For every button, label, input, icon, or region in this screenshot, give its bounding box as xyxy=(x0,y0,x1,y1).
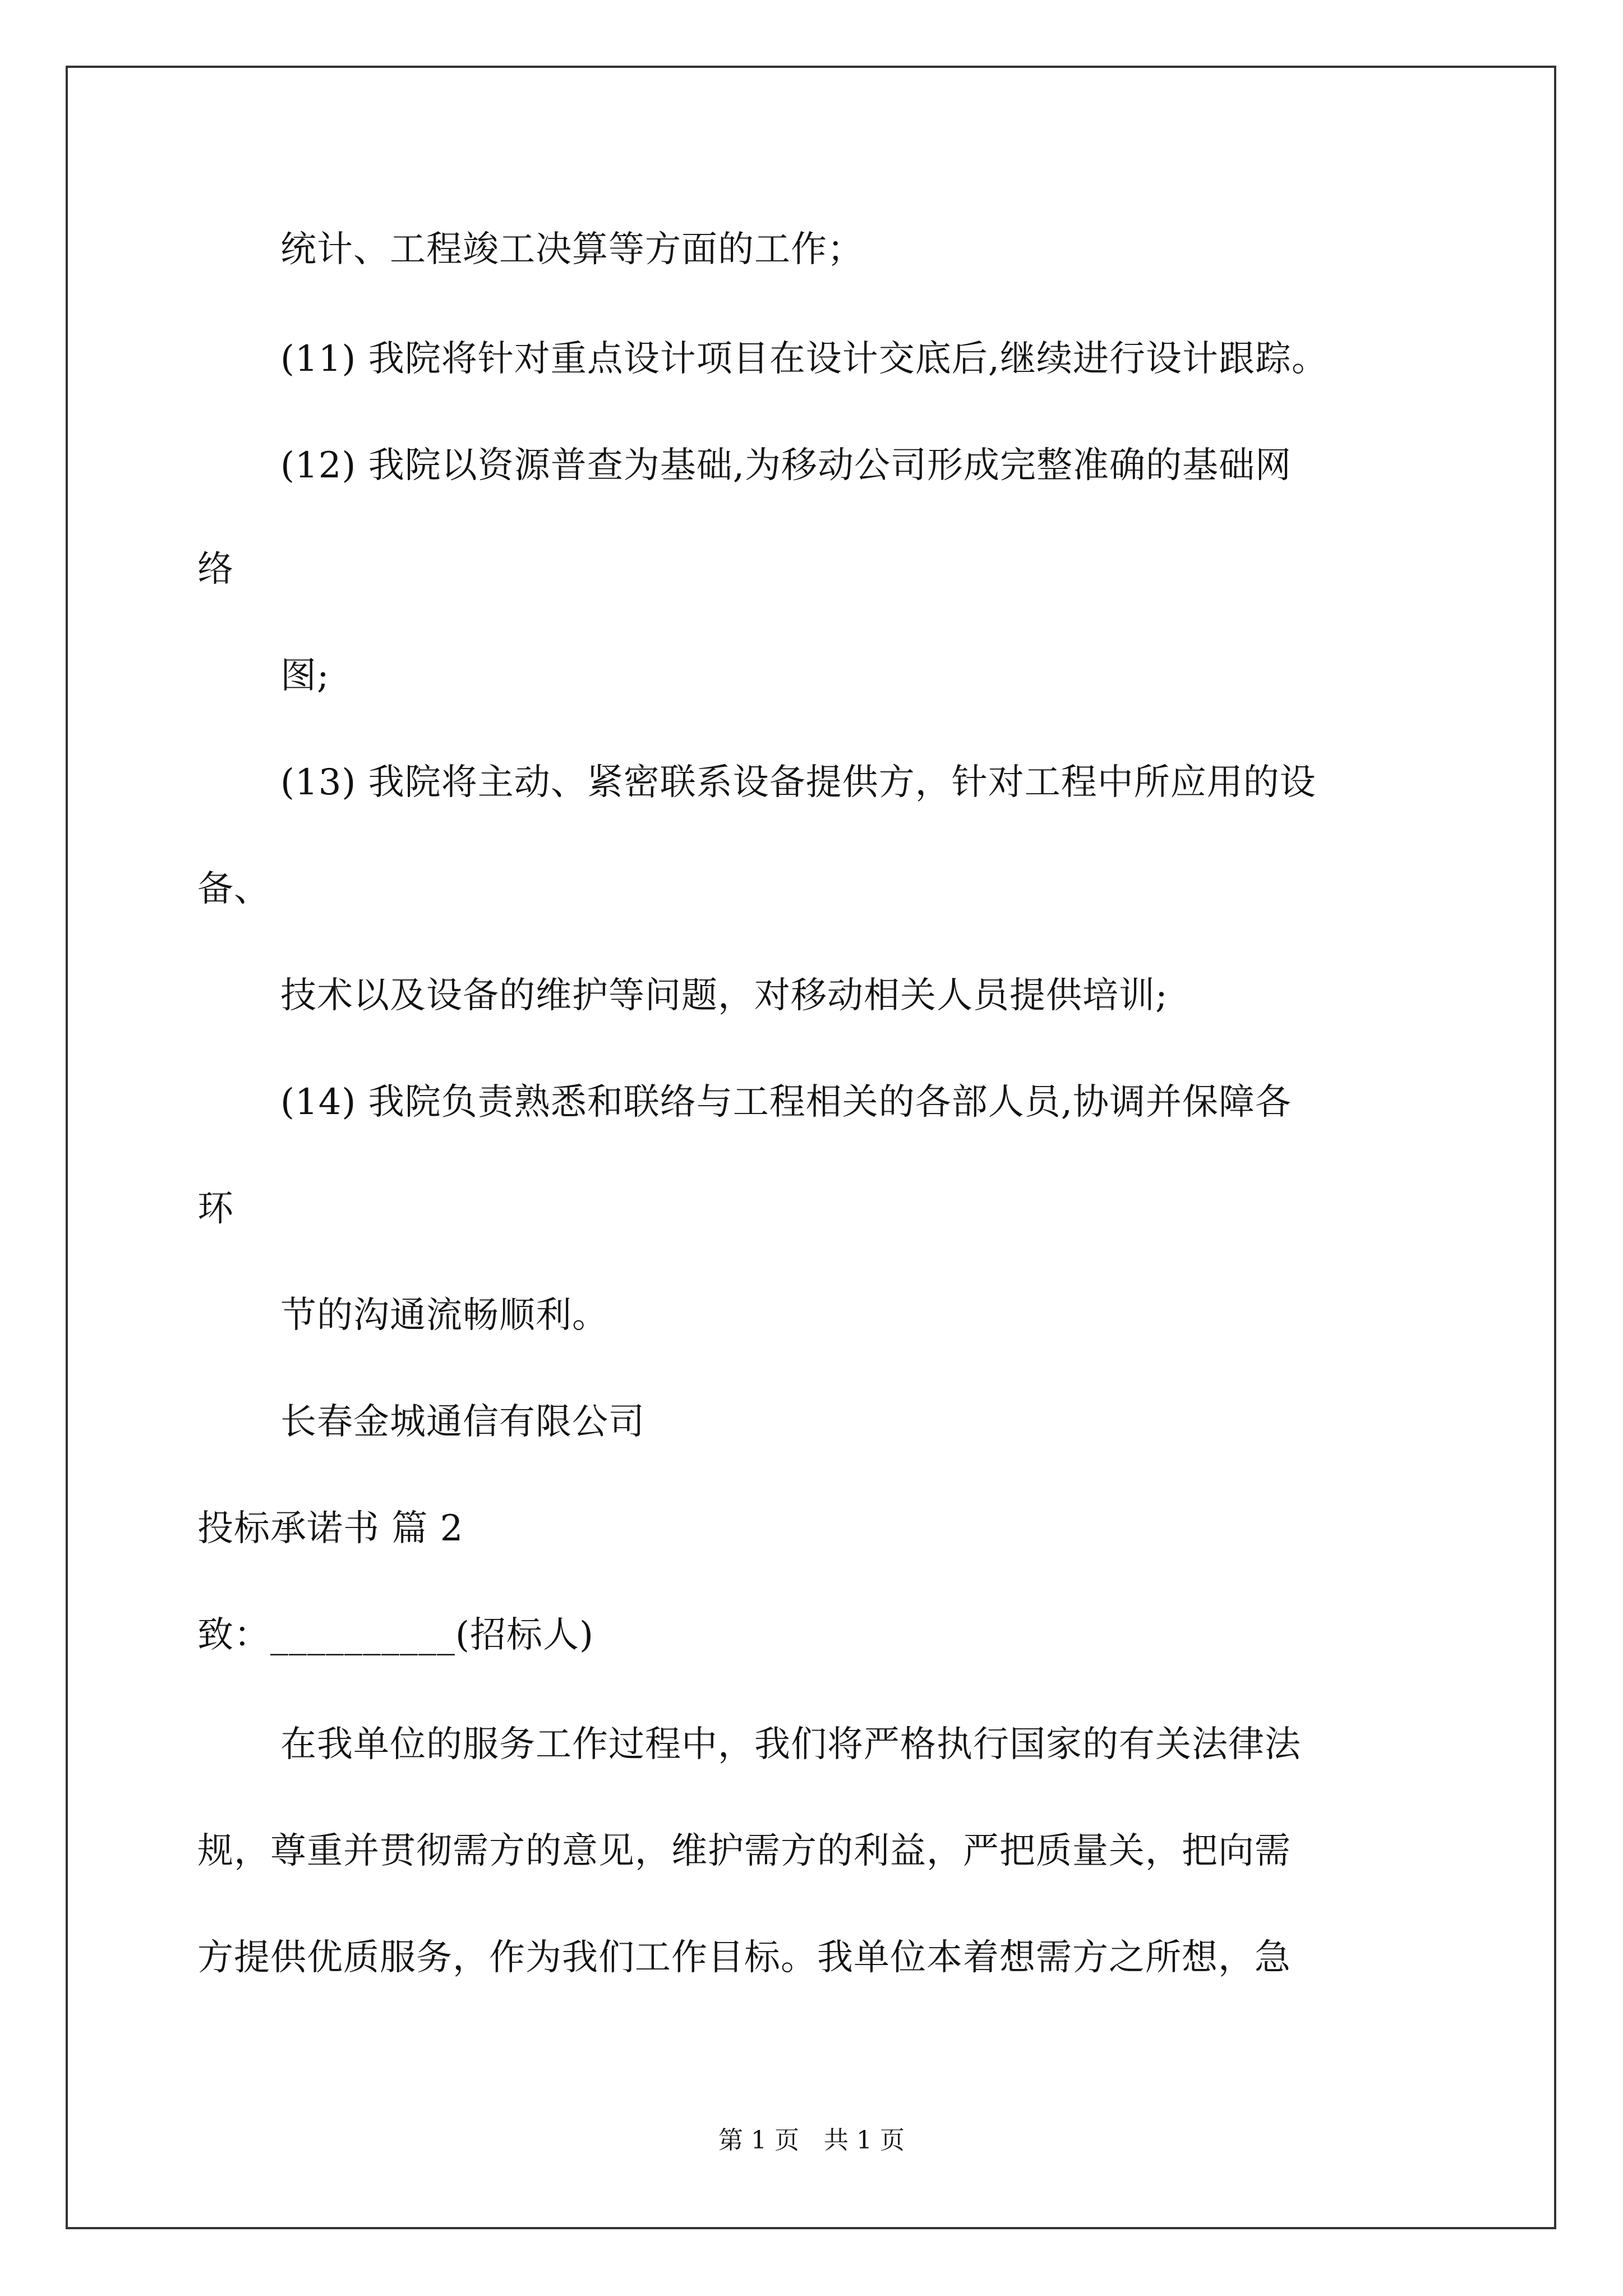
text-line: 节的沟通流畅顺利。 xyxy=(280,1295,608,1336)
page-frame xyxy=(66,66,1556,2229)
page-footer: 第 1 页 共 1 页 xyxy=(718,2126,905,2155)
addressee-line: 致：__________(招标人) xyxy=(197,1614,594,1656)
text-line: (13) 我院将主动、紧密联系设备提供方，针对工程中所应用的设 xyxy=(280,762,1316,803)
text-line: 在我单位的服务工作过程中，我们将严格执行国家的有关法律法 xyxy=(280,1724,1301,1765)
section-heading: 投标承诺书 篇 2 xyxy=(197,1508,464,1549)
text-line: 统计、工程竣工决算等方面的工作； xyxy=(280,229,864,270)
text-line: 备、 xyxy=(197,868,270,910)
text-line: 技术以及设备的维护等问题，对移动相关人员提供培训; xyxy=(280,975,1168,1016)
text-line: 规，尊重并贯彻需方的意见，维护需方的利益，严把质量关，把向需 xyxy=(197,1830,1291,1872)
text-line: 环 xyxy=(197,1188,234,1230)
text-line: 络 xyxy=(197,549,234,590)
text-line: (11) 我院将针对重点设计项目在设计交底后,继续进行设计跟踪。 xyxy=(280,338,1329,380)
company-name: 长春金城通信有限公司 xyxy=(280,1401,645,1443)
text-line: 图; xyxy=(280,655,330,697)
text-line: (14) 我院负责熟悉和联络与工程相关的各部人员,协调并保障各 xyxy=(280,1082,1292,1123)
text-line: (12) 我院以资源普查为基础,为移动公司形成完整准确的基础网 xyxy=(280,445,1292,486)
text-line: 方提供优质服务，作为我们工作目标。我单位本着想需方之所想，急 xyxy=(197,1937,1291,1978)
